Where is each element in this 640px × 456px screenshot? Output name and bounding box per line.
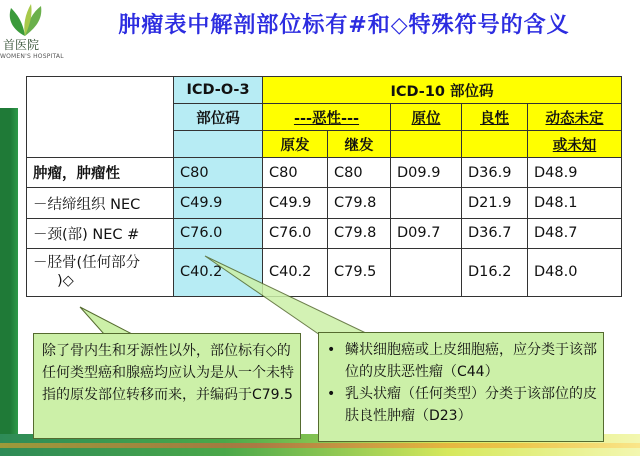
uncertain-cell: D48.0 — [528, 248, 622, 296]
benign-cell: D36.9 — [462, 158, 528, 188]
icdo-cell: C80 — [174, 158, 263, 188]
row-label-line2: )◇ — [57, 273, 74, 290]
primary-cell: C76.0 — [263, 218, 328, 248]
uncertain-header-line2: 或未知 — [528, 131, 622, 158]
logo-chinese-name: 首医院 — [3, 38, 40, 52]
row-label: －颈(部) NEC # — [27, 218, 174, 248]
secondary-cell: C79.5 — [328, 248, 391, 296]
icd10-header: ICD-10 部位码 — [263, 77, 622, 104]
icdo3-subheader: 部位码 — [174, 104, 263, 131]
uncertain-cell: D48.7 — [528, 218, 622, 248]
callout-pointer-left — [80, 307, 132, 334]
benign-cell: D36.7 — [462, 218, 528, 248]
icdo3-header: ICD-O-3 — [174, 77, 263, 104]
note-item — [327, 383, 597, 427]
note-item-text: 鳞状细胞癌或上皮细胞癌，应分类于该部位的皮肤恶性瘤（C44） — [345, 342, 597, 380]
secondary-cell: C79.8 — [328, 218, 391, 248]
primary-cell: C40.2 — [263, 248, 328, 296]
row-label: 肿瘤，肿瘤性 — [27, 158, 174, 188]
note-box-diamond: 除了骨内生和牙源性以外，部位标有◇的任何类型癌和腺癌均应认为是从一个未特指的原发部位转移而来，并编码于C79.5 — [33, 333, 301, 439]
note-box-hash — [318, 332, 604, 442]
secondary-header: 继发 — [328, 131, 391, 158]
uncertain-header-line1: 动态未定 — [528, 104, 622, 131]
note-item-text: 乳头状瘤（任何类型）分类于该部位的皮肤良性肿瘤（D23） — [345, 386, 597, 424]
primary-cell: C80 — [263, 158, 328, 188]
uncertain-cell: D48.9 — [528, 158, 622, 188]
primary-cell: C49.9 — [263, 188, 328, 218]
callout-pointer-right — [205, 256, 370, 335]
benign-header: 良性 — [462, 104, 528, 131]
bullet-icon: • — [327, 342, 336, 358]
note-item — [327, 339, 597, 383]
icdo-cell: C40.2 — [174, 248, 263, 296]
benign-cell: D16.2 — [462, 248, 528, 296]
row-label: －结缔组织 NEC — [27, 188, 174, 218]
secondary-cell: C80 — [328, 158, 391, 188]
insitu-cell: D09.7 — [391, 218, 462, 248]
page-title: 肿瘤表中解剖部位标有#和◇特殊符号的含义 — [118, 13, 570, 38]
insitu-cell: D09.9 — [391, 158, 462, 188]
bullet-icon: • — [327, 386, 336, 402]
benign-cell: D21.9 — [462, 188, 528, 218]
uncertain-cell: D48.1 — [528, 188, 622, 218]
icdo-cell: C76.0 — [174, 218, 263, 248]
icdo-cell: C49.9 — [174, 188, 263, 218]
insitu-header: 原位 — [391, 104, 462, 131]
logo-english-name: WOMEN'S HOSPITAL — [0, 53, 64, 60]
secondary-cell: C79.8 — [328, 188, 391, 218]
row-label-line1: －胫骨(任何部分 — [33, 255, 141, 272]
primary-header: 原发 — [263, 131, 328, 158]
malignant-group-header: ---恶性--- — [263, 104, 391, 131]
